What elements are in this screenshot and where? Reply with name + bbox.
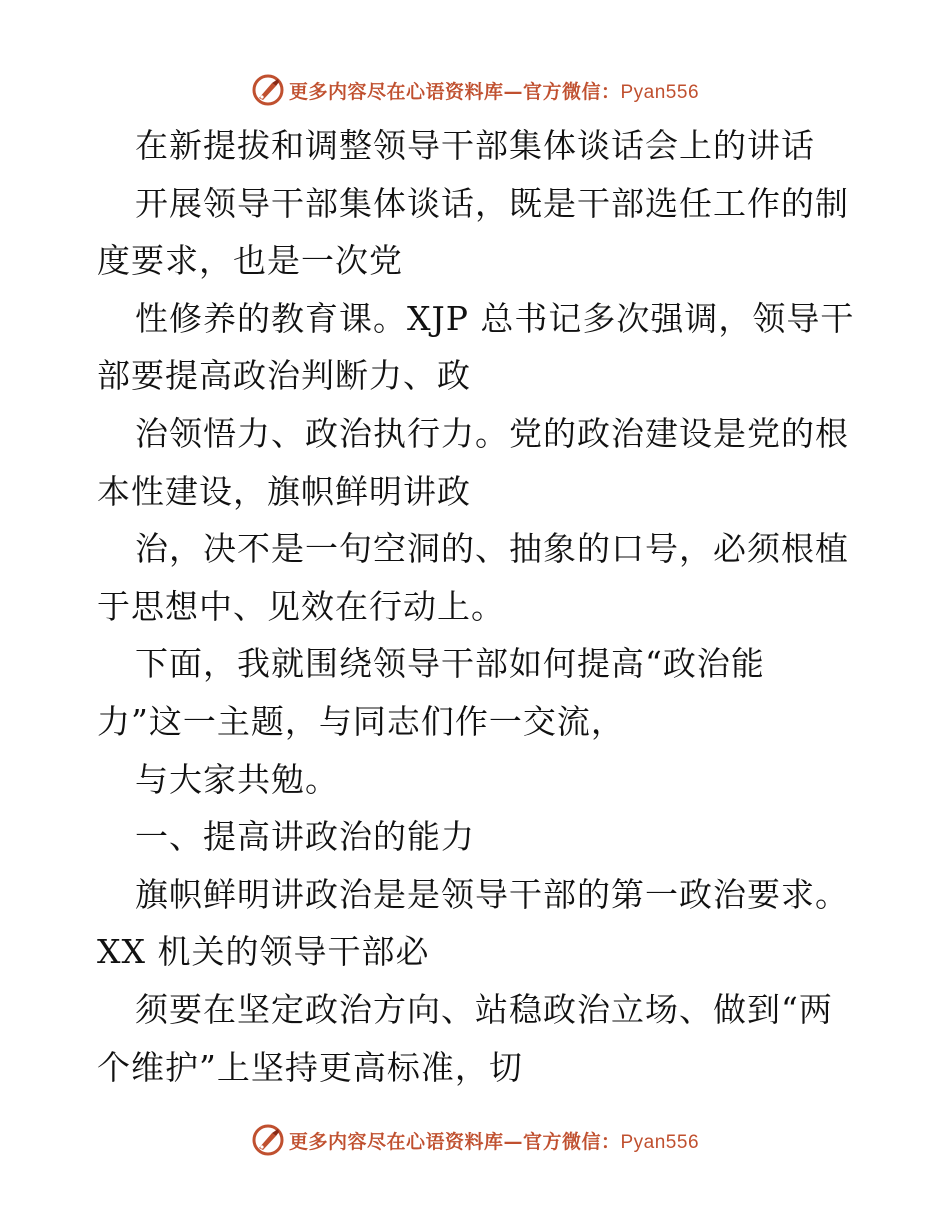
text-line: 下面，我就围绕领导干部如何提高“政治能: [135, 644, 765, 684]
text-line: XX 机关的领导干部必: [97, 932, 430, 972]
watermark-text: 更多内容尽在心语资料库—官方微信：Pyan556: [288, 80, 700, 103]
document-title: 在新提拔和调整领导干部集体谈话会上的讲话: [135, 126, 815, 165]
text-line: 个维护”上坚持更高标准，切: [97, 1047, 523, 1087]
pen-nib-logo-icon: [251, 73, 285, 107]
text-line: 一、提高讲政治的能力: [135, 817, 475, 857]
text-line: 于思想中、见效在行动上。: [97, 586, 505, 626]
header-watermark: [0, 70, 950, 110]
text-line: 治领悟力、政治执行力。党的政治建设是党的根: [135, 413, 849, 453]
text-line: 度要求，也是一次党: [97, 241, 403, 281]
text-line: 性修养的教育课。XJP 总书记多次强调，领导干: [135, 298, 855, 338]
watermark-text: 更多内容尽在心语资料库—官方微信：Pyan556: [288, 1130, 700, 1153]
text-line: 治，决不是一句空洞的、抽象的口号，必须根植: [135, 529, 849, 569]
pen-nib-logo-icon: [251, 1123, 285, 1157]
text-line: 部要提高政治判断力、政: [97, 356, 471, 396]
text-line: 须要在坚定政治方向、站稳政治立场、做到“两: [135, 989, 833, 1029]
document-body: [97, 117, 857, 1096]
text-line: 与大家共勉。: [135, 759, 339, 799]
text-line: 开展领导干部集体谈话，既是干部选任工作的制: [135, 183, 849, 223]
text-line: 本性建设，旗帜鲜明讲政: [97, 471, 471, 511]
text-line: 旗帜鲜明讲政治是是领导干部的第一政治要求。: [135, 874, 849, 914]
text-line: 力”这一主题，与同志们作一交流，: [97, 701, 625, 741]
footer-watermark: [0, 1120, 950, 1160]
